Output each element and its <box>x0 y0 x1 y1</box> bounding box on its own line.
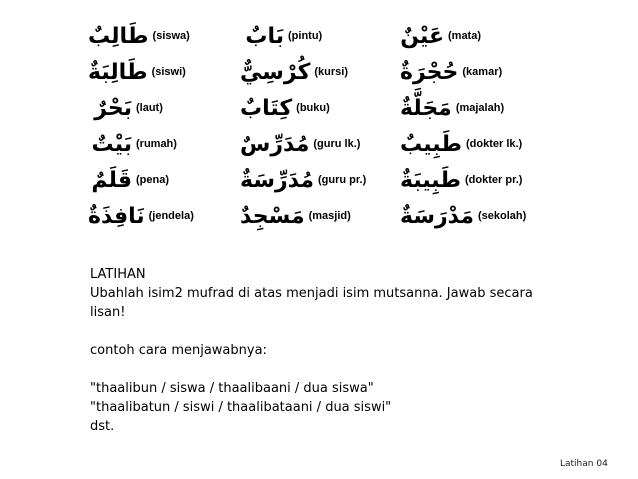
example-line-2: "thaalibatun / siswi / thaalibataani / dua siswi" <box>90 400 392 415</box>
arabic-word: طَالِبَةٌ <box>88 59 148 85</box>
vocab-item <box>88 90 238 126</box>
vocab-item <box>88 18 238 54</box>
arabic-word: مُدَرِّسَةٌ <box>240 167 314 193</box>
word-meaning: (laut) <box>136 102 163 114</box>
vocab-item <box>240 126 390 162</box>
vocab-column-3 <box>400 18 550 234</box>
vocab-item <box>88 126 238 162</box>
word-meaning: (dokter pr.) <box>465 174 523 186</box>
vocab-item <box>88 198 238 234</box>
word-meaning: (kursi) <box>314 66 348 78</box>
vocab-item <box>240 162 390 198</box>
vocab-item <box>400 54 550 90</box>
arabic-word: طَبِيبٌ <box>400 131 462 157</box>
word-meaning: (siswi) <box>151 66 186 78</box>
vocab-item <box>88 162 238 198</box>
vocab-item <box>400 126 550 162</box>
vocab-item <box>400 18 550 54</box>
vocab-item <box>400 162 550 198</box>
vocab-item <box>240 198 390 234</box>
vocab-item <box>400 198 550 234</box>
word-meaning: (majalah) <box>455 102 505 114</box>
arabic-word: طَبِيبَةٌ <box>400 167 462 193</box>
vocab-item <box>240 54 390 90</box>
word-meaning: (guru pr.) <box>317 174 367 186</box>
arabic-word: قَلَمٌ <box>91 167 132 193</box>
arabic-word: نَافِذَةٌ <box>88 203 145 229</box>
vocab-item <box>88 54 238 90</box>
arabic-word: بَابٌ <box>245 23 284 49</box>
vocab-item <box>240 90 390 126</box>
word-meaning: (buku) <box>296 102 330 114</box>
slide-label: Latihan 04 <box>560 459 608 469</box>
etc-line: dst. <box>90 419 115 434</box>
arabic-word: كِتَابٌ <box>240 95 293 121</box>
example-line-1: "thaalibun / siswa / thaalibaani / dua siswa" <box>90 381 374 396</box>
word-meaning: (pintu) <box>288 30 323 42</box>
vocab-column-1 <box>88 18 238 234</box>
word-meaning: (jendela) <box>148 210 194 222</box>
arabic-word: مَدْرَسَةٌ <box>400 203 474 229</box>
word-meaning: (masjid) <box>308 210 351 222</box>
arabic-word: عَيْنٌ <box>400 23 444 49</box>
instruction-line-2: lisan! <box>90 305 126 320</box>
arabic-word: طَالِبٌ <box>88 23 149 49</box>
word-meaning: (siswa) <box>152 30 190 42</box>
arabic-word: بَيْتٌ <box>91 131 132 157</box>
word-meaning: (rumah) <box>136 138 177 150</box>
word-meaning: (guru lk.) <box>313 138 361 150</box>
arabic-word: مَجَلَّةٌ <box>400 95 452 121</box>
arabic-word: حُجْرَةٌ <box>400 59 459 85</box>
arabic-word: مَسْجِدٌ <box>240 203 305 229</box>
arabic-word: كُرْسِيٌّ <box>240 59 311 85</box>
word-meaning: (dokter lk.) <box>465 138 523 150</box>
exercise-heading: LATIHAN <box>90 267 146 282</box>
word-meaning: (kamar) <box>462 66 503 78</box>
exercise-text <box>90 265 560 436</box>
instruction-line-1: Ubahlah isim2 mufrad di atas menjadi isim mutsanna. Jawab secara <box>90 286 533 301</box>
vocab-column-2 <box>240 18 390 234</box>
example-intro: contoh cara menjawabnya: <box>90 343 267 358</box>
vocabulary-table <box>88 18 548 248</box>
arabic-word: بَحْرٌ <box>94 95 132 121</box>
vocab-item <box>240 18 390 54</box>
word-meaning: (pena) <box>136 174 169 186</box>
arabic-word: مُدَرِّسٌ <box>240 131 310 157</box>
word-meaning: (mata) <box>448 30 482 42</box>
vocab-item <box>400 90 550 126</box>
word-meaning: (sekolah) <box>477 210 527 222</box>
